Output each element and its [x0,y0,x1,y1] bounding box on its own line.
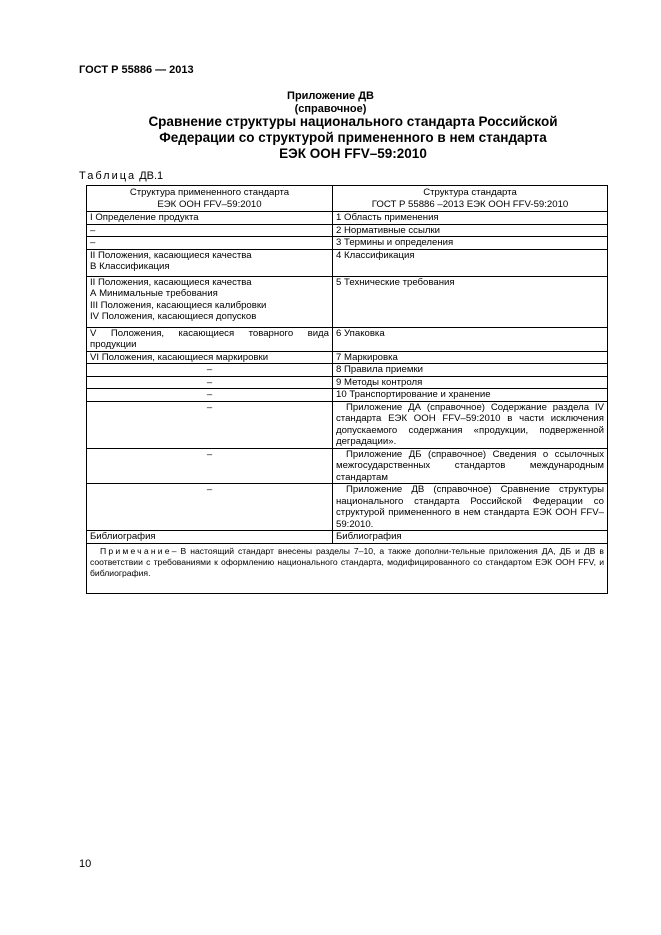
cell-text: – [206,484,213,495]
cell-text: 9 Методы контроля [336,376,423,388]
table-row [87,276,608,327]
left-cell [87,212,333,225]
cell-text: Приложение ДА (справочное) Содержание раздела IV стандарта ЕЭК ООН FFV–59:2010 в части исключения допускаемого содержания «продукции, подверженной деградации». [336,401,604,447]
right-cell [333,401,608,448]
table-note [87,543,608,593]
left-cell [87,351,333,364]
table-label-number: ДВ.1 [136,170,164,182]
cell-text: Приложение ДВ (справочное) Сравнение структуры национального стандарта Российской Федерации со структурой примененного в нем стандарта ЕЭК ООН FFV–59:2010. [336,484,604,530]
table-row [87,224,608,237]
column-header-applied-standard [87,186,333,212]
cell-text: – [90,224,96,236]
cell-text: Библиография [90,531,156,542]
cell-text: – [206,448,213,460]
table-row [87,401,608,448]
standard-code: ГОСТ Р 55886 — 2013 [79,64,194,76]
left-cell [87,484,333,531]
right-cell [333,484,608,531]
page-number: 10 [79,858,92,870]
table-row [87,351,608,364]
right-cell [333,364,608,377]
left-cell [87,249,333,276]
right-cell [333,531,608,544]
cell-text: V Положения, касающиеся товарного вида продукции [90,327,329,350]
left-cell [87,224,333,237]
right-cell [333,212,608,225]
cell-text: III Положения, касающиеся калибровки [90,299,267,311]
right-cell [333,351,608,364]
appendix-heading [120,114,586,162]
table-header-row [87,186,608,212]
column-header-national-standard [333,186,608,212]
left-cell [87,376,333,389]
cell-text: – [206,376,213,388]
cell-text: – [206,401,213,413]
left-cell [87,276,333,327]
table-row [87,389,608,402]
table-row [87,531,608,544]
right-cell [333,224,608,237]
header-line: Структура примененного стандарта [129,187,290,198]
cell-text: В Классификация [90,261,170,272]
left-cell [87,448,333,484]
header-line: Структура стандарта [423,187,517,198]
left-cell [87,401,333,448]
left-cell [87,389,333,402]
cell-text: 2 Нормативные ссылки [336,224,441,236]
note-label: Примечание [100,545,172,556]
appendix-heading-line: ЕЭК ООН FFV–59:2010 [279,146,427,161]
cell-text: Приложение ДБ (справочное) Сведения о ссылочных межгосударственных стандартов международным стандартам [336,448,604,483]
header-line: ГОСТ Р 55886 –2013 ЕЭК ООН FFV-59:2010 [371,198,569,210]
cell-text: II Положения, касающиеся качества [90,276,252,288]
table-note-row [87,543,608,593]
left-cell [87,531,333,544]
structure-comparison-table [86,185,608,594]
header-line: ЕЭК ООН FFV–59:2010 [157,198,262,210]
right-cell [333,276,608,327]
right-cell [333,448,608,484]
table-row [87,237,608,250]
cell-text: IV Положения, касающиеся допусков [90,311,257,322]
cell-text: 10 Транспортирование и хранение [336,389,491,400]
table-row [87,364,608,377]
right-cell [333,327,608,351]
table-row [87,249,608,276]
left-cell [87,364,333,377]
right-cell [333,237,608,250]
right-cell [333,376,608,389]
right-cell [333,249,608,276]
appendix-subtitle: (справочное) [294,103,367,115]
left-cell [87,237,333,250]
table-row [87,327,608,351]
cell-text: 3 Термины и определения [336,237,454,248]
appendix-heading-line: Сравнение структуры национального стандарта Российской [148,114,558,129]
table-row [87,484,608,531]
cell-text: 7 Маркировка [336,351,398,363]
cell-text: 1 Область применения [336,212,439,223]
cell-text: – [206,364,213,375]
cell-text: I Определение продукта [90,212,199,223]
table-row [87,376,608,389]
table-label [79,170,163,182]
right-cell [333,389,608,402]
left-cell [87,327,333,351]
cell-text: 8 Правила приемки [336,364,423,375]
table-row [87,448,608,484]
cell-text: А Минимальные требования [90,288,218,299]
cell-text: – [206,389,213,400]
cell-text: 5 Технические требования [336,276,455,288]
appendix-title: Приложение ДВ [287,90,374,102]
cell-text: II Положения, касающиеся качества [90,249,252,261]
cell-text: Библиография [336,531,402,542]
table-row [87,212,608,225]
cell-text: VI Положения, касающиеся маркировки [90,351,269,363]
cell-text: – [90,237,96,248]
note-text: – В настоящий стандарт внесены разделы 7–10, а также дополни-тельные приложения ДА, ДБ и ДВ в соответствии с требованиями к оформлению национального стандарта, модифицированного со стандартом ЕЭК ООН FFV, и библиография. [90,545,604,578]
cell-text: 4 Классификация [336,249,415,261]
table-label-prefix: Таблица [79,170,137,182]
appendix-heading-line: Федерации со структурой примененного в нем стандарта [159,130,547,145]
cell-text: 6 Упаковка [336,327,385,339]
